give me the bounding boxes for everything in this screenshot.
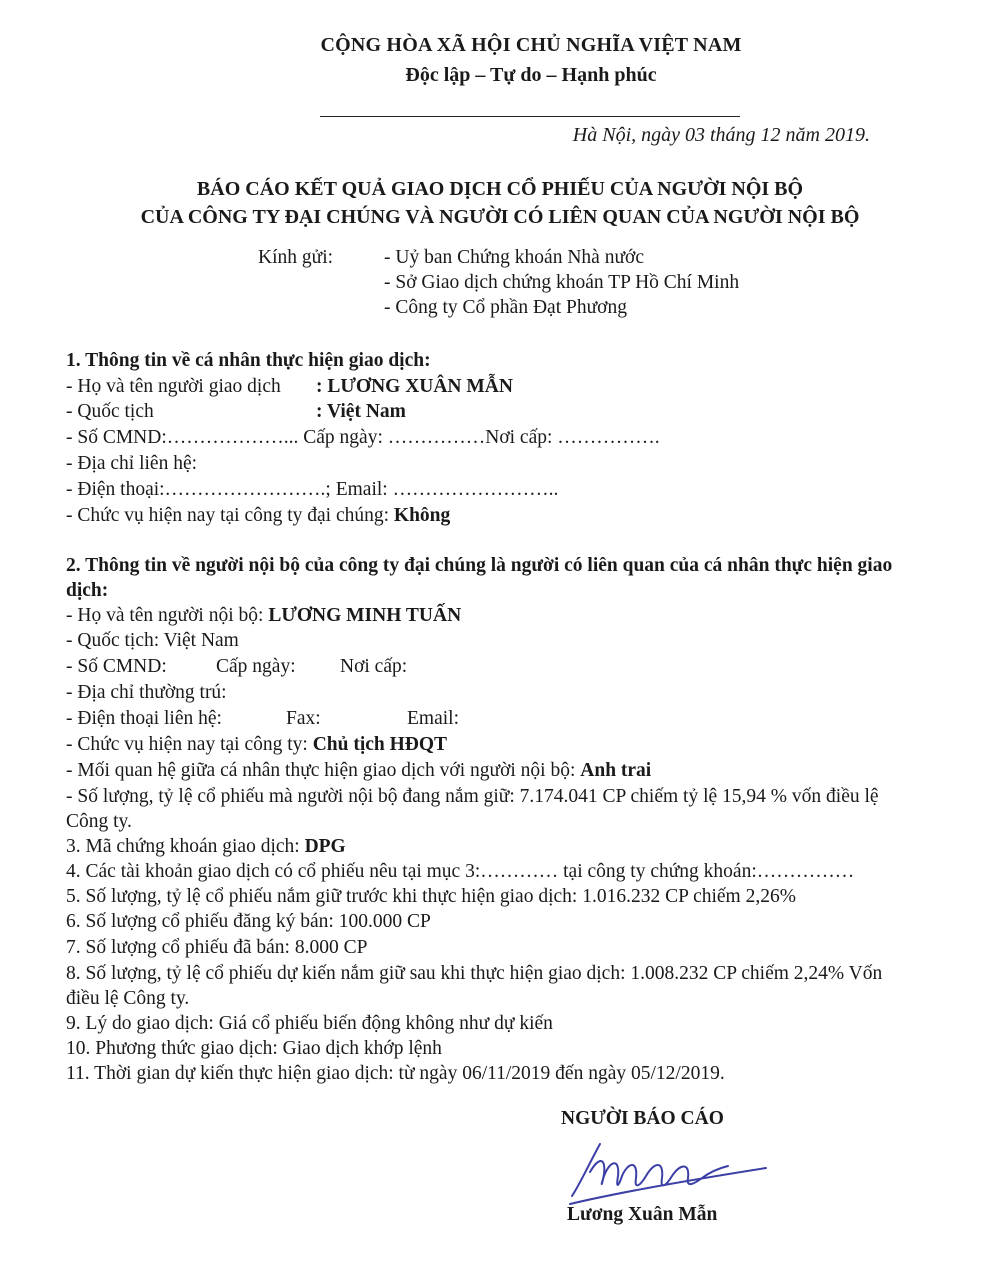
insider-issue-date-label: Cấp ngày: (216, 656, 296, 677)
recipients-label: Kính gửi: (258, 247, 334, 268)
trader-position-label: - Chức vụ hiện nay tại công ty đại chúng: (66, 505, 394, 526)
item-8-cont: điều lệ Công ty. (66, 988, 190, 1009)
insider-issue-place-label: Nơi cấp: (340, 656, 408, 677)
insider-name-label: - Họ và tên người nội bộ: (66, 605, 269, 626)
insider-email-label: Email: (407, 708, 459, 729)
insider-position-label: - Chức vụ hiện nay tại công ty: (66, 734, 313, 755)
insider-name-value: LƯƠNG MINH TUẤN (268, 605, 462, 626)
insider-fax-label: Fax: (286, 708, 321, 729)
item-7: 7. Số lượng cổ phiếu đã bán: 8.000 CP (66, 937, 368, 958)
header-divider (320, 116, 740, 117)
item-9: 9. Lý do giao dịch: Giá cổ phiếu biến động không như dự kiến (66, 1013, 553, 1034)
trader-nationality-value: : Việt Nam (316, 401, 406, 422)
trader-nationality-label: - Quốc tịch (66, 401, 154, 422)
report-title-line2: CỦA CÔNG TY ĐẠI CHÚNG VÀ NGƯỜI CÓ LIÊN QUAN CỦA NGƯỜI NỘI BỘ (140, 206, 860, 228)
insider-holding-line: - Số lượng, tỷ lệ cổ phiếu mà người nội bộ đang nắm giữ: 7.174.041 CP chiếm tỷ lệ 15,94 % vốn điều lệ (66, 786, 879, 807)
section2-heading: 2. Thông tin về người nội bộ của công ty đại chúng là người có liên quan của cá nhân thực hiện giao (66, 555, 893, 576)
item-8: 8. Số lượng, tỷ lệ cổ phiếu dự kiến nắm giữ sau khi thực hiện giao dịch: 1.008.232 CP chiếm 2,24% Vốn (66, 963, 883, 984)
relation-line (66, 758, 651, 783)
signature-title: NGƯỜI BÁO CÁO (561, 1108, 724, 1129)
place-date: Hà Nội, ngày 03 tháng 12 năm 2019. (572, 124, 870, 146)
trader-address-line: - Địa chỉ liên hệ: (66, 453, 198, 474)
insider-phone-label: - Điện thoại liên hệ: (66, 708, 222, 729)
national-title: CỘNG HÒA XÃ HỘI CHỦ NGHĨA VIỆT NAM (320, 34, 742, 56)
insider-position-line (66, 732, 447, 757)
insider-id-label: - Số CMND: (66, 656, 167, 677)
item-3-value: DPG (304, 836, 346, 857)
insider-position-value: Chủ tịch HĐQT (312, 734, 448, 755)
insider-holding-line-cont: Công ty. (66, 811, 132, 832)
item-11: 11. Thời gian dự kiến thực hiện giao dịch: từ ngày 06/11/2019 đến ngày 05/12/2019. (66, 1063, 725, 1084)
insider-nationality-line: - Quốc tịch: Việt Nam (66, 630, 239, 651)
report-title-line1: BÁO CÁO KẾT QUẢ GIAO DỊCH CỔ PHIẾU CỦA NGƯỜI NỘI BỘ (196, 178, 804, 200)
item-3-label: 3. Mã chứng khoán giao dịch: (66, 836, 305, 857)
recipient-item: - Công ty Cổ phần Đạt Phương (384, 297, 627, 318)
relation-value: Anh trai (580, 760, 652, 781)
section2-heading-cont: dịch: (66, 580, 109, 601)
item-6: 6. Số lượng cổ phiếu đăng ký bán: 100.000 CP (66, 911, 431, 932)
trader-position-line (66, 503, 450, 528)
recipient-item: - Sở Giao dịch chứng khoán TP Hồ Chí Minh (384, 272, 740, 293)
recipient-item: - Uỷ ban Chứng khoán Nhà nước (384, 247, 644, 268)
relation-label: - Mối quan hệ giữa cá nhân thực hiện giao dịch với người nội bộ: (66, 760, 581, 781)
insider-address-line: - Địa chỉ thường trú: (66, 682, 227, 703)
handwritten-signature (560, 1132, 780, 1212)
signer-name: Lương Xuân Mẫn (567, 1204, 718, 1225)
trader-name-label: - Họ và tên người giao dịch (66, 376, 281, 397)
trader-name-value: : LƯƠNG XUÂN MẪN (316, 376, 513, 397)
national-motto: Độc lập – Tự do – Hạnh phúc (405, 64, 657, 86)
trader-position-value: Không (393, 505, 451, 526)
section1-heading: 1. Thông tin về cá nhân thực hiện giao dịch: (66, 350, 431, 371)
item-5: 5. Số lượng, tỷ lệ cổ phiếu nắm giữ trước khi thực hiện giao dịch: 1.016.232 CP chiếm 2,26% (66, 886, 796, 907)
trader-phone-line: - Điện thoại:…………………….; Email: …………………….. (66, 479, 559, 500)
item-4: 4. Các tài khoản giao dịch có cổ phiếu nêu tại mục 3:………… tại công ty chứng khoán:…………… (66, 861, 855, 882)
item-3 (66, 834, 346, 859)
item-10: 10. Phương thức giao dịch: Giao dịch khớp lệnh (66, 1038, 442, 1059)
insider-name-line (66, 603, 461, 628)
trader-id-line: - Số CMND:………………... Cấp ngày: ……………Nơi cấp: ……………. (66, 427, 660, 448)
